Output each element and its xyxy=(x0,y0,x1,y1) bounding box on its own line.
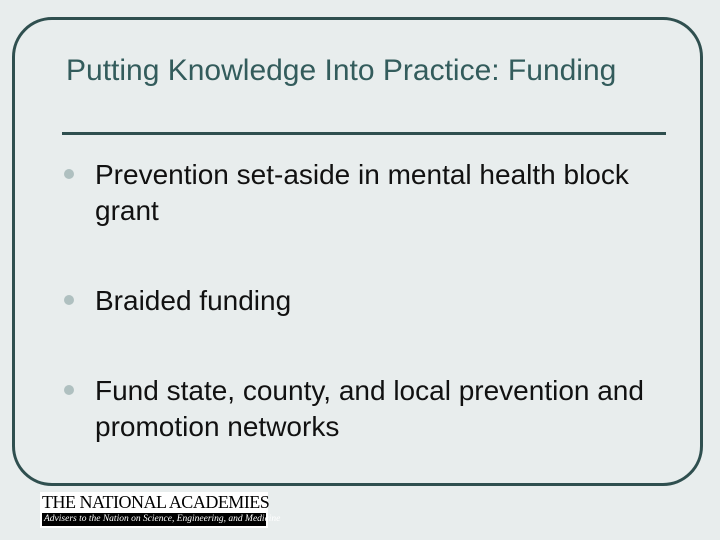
national-academies-logo xyxy=(40,492,281,528)
bullet-item xyxy=(64,283,664,319)
bullet-text: Fund state, county, and local prevention and promotion networks xyxy=(95,375,644,442)
bullet-dot-icon xyxy=(64,295,74,305)
bullet-item xyxy=(64,157,664,229)
title-divider xyxy=(62,132,666,135)
bullet-item xyxy=(64,373,664,445)
logo-tagline: Advisers to the Nation on Science, Engineering, and Medicine xyxy=(44,514,281,524)
logo-name: THE NATIONAL ACADEMIES xyxy=(42,492,270,512)
slide-title: Putting Knowledge Into Practice: Funding xyxy=(66,54,617,87)
bullet-dot-icon xyxy=(64,169,74,179)
bullet-dot-icon xyxy=(64,385,74,395)
bullet-text: Braided funding xyxy=(95,285,292,316)
bullet-text: Prevention set-aside in mental health block grant xyxy=(95,159,629,226)
